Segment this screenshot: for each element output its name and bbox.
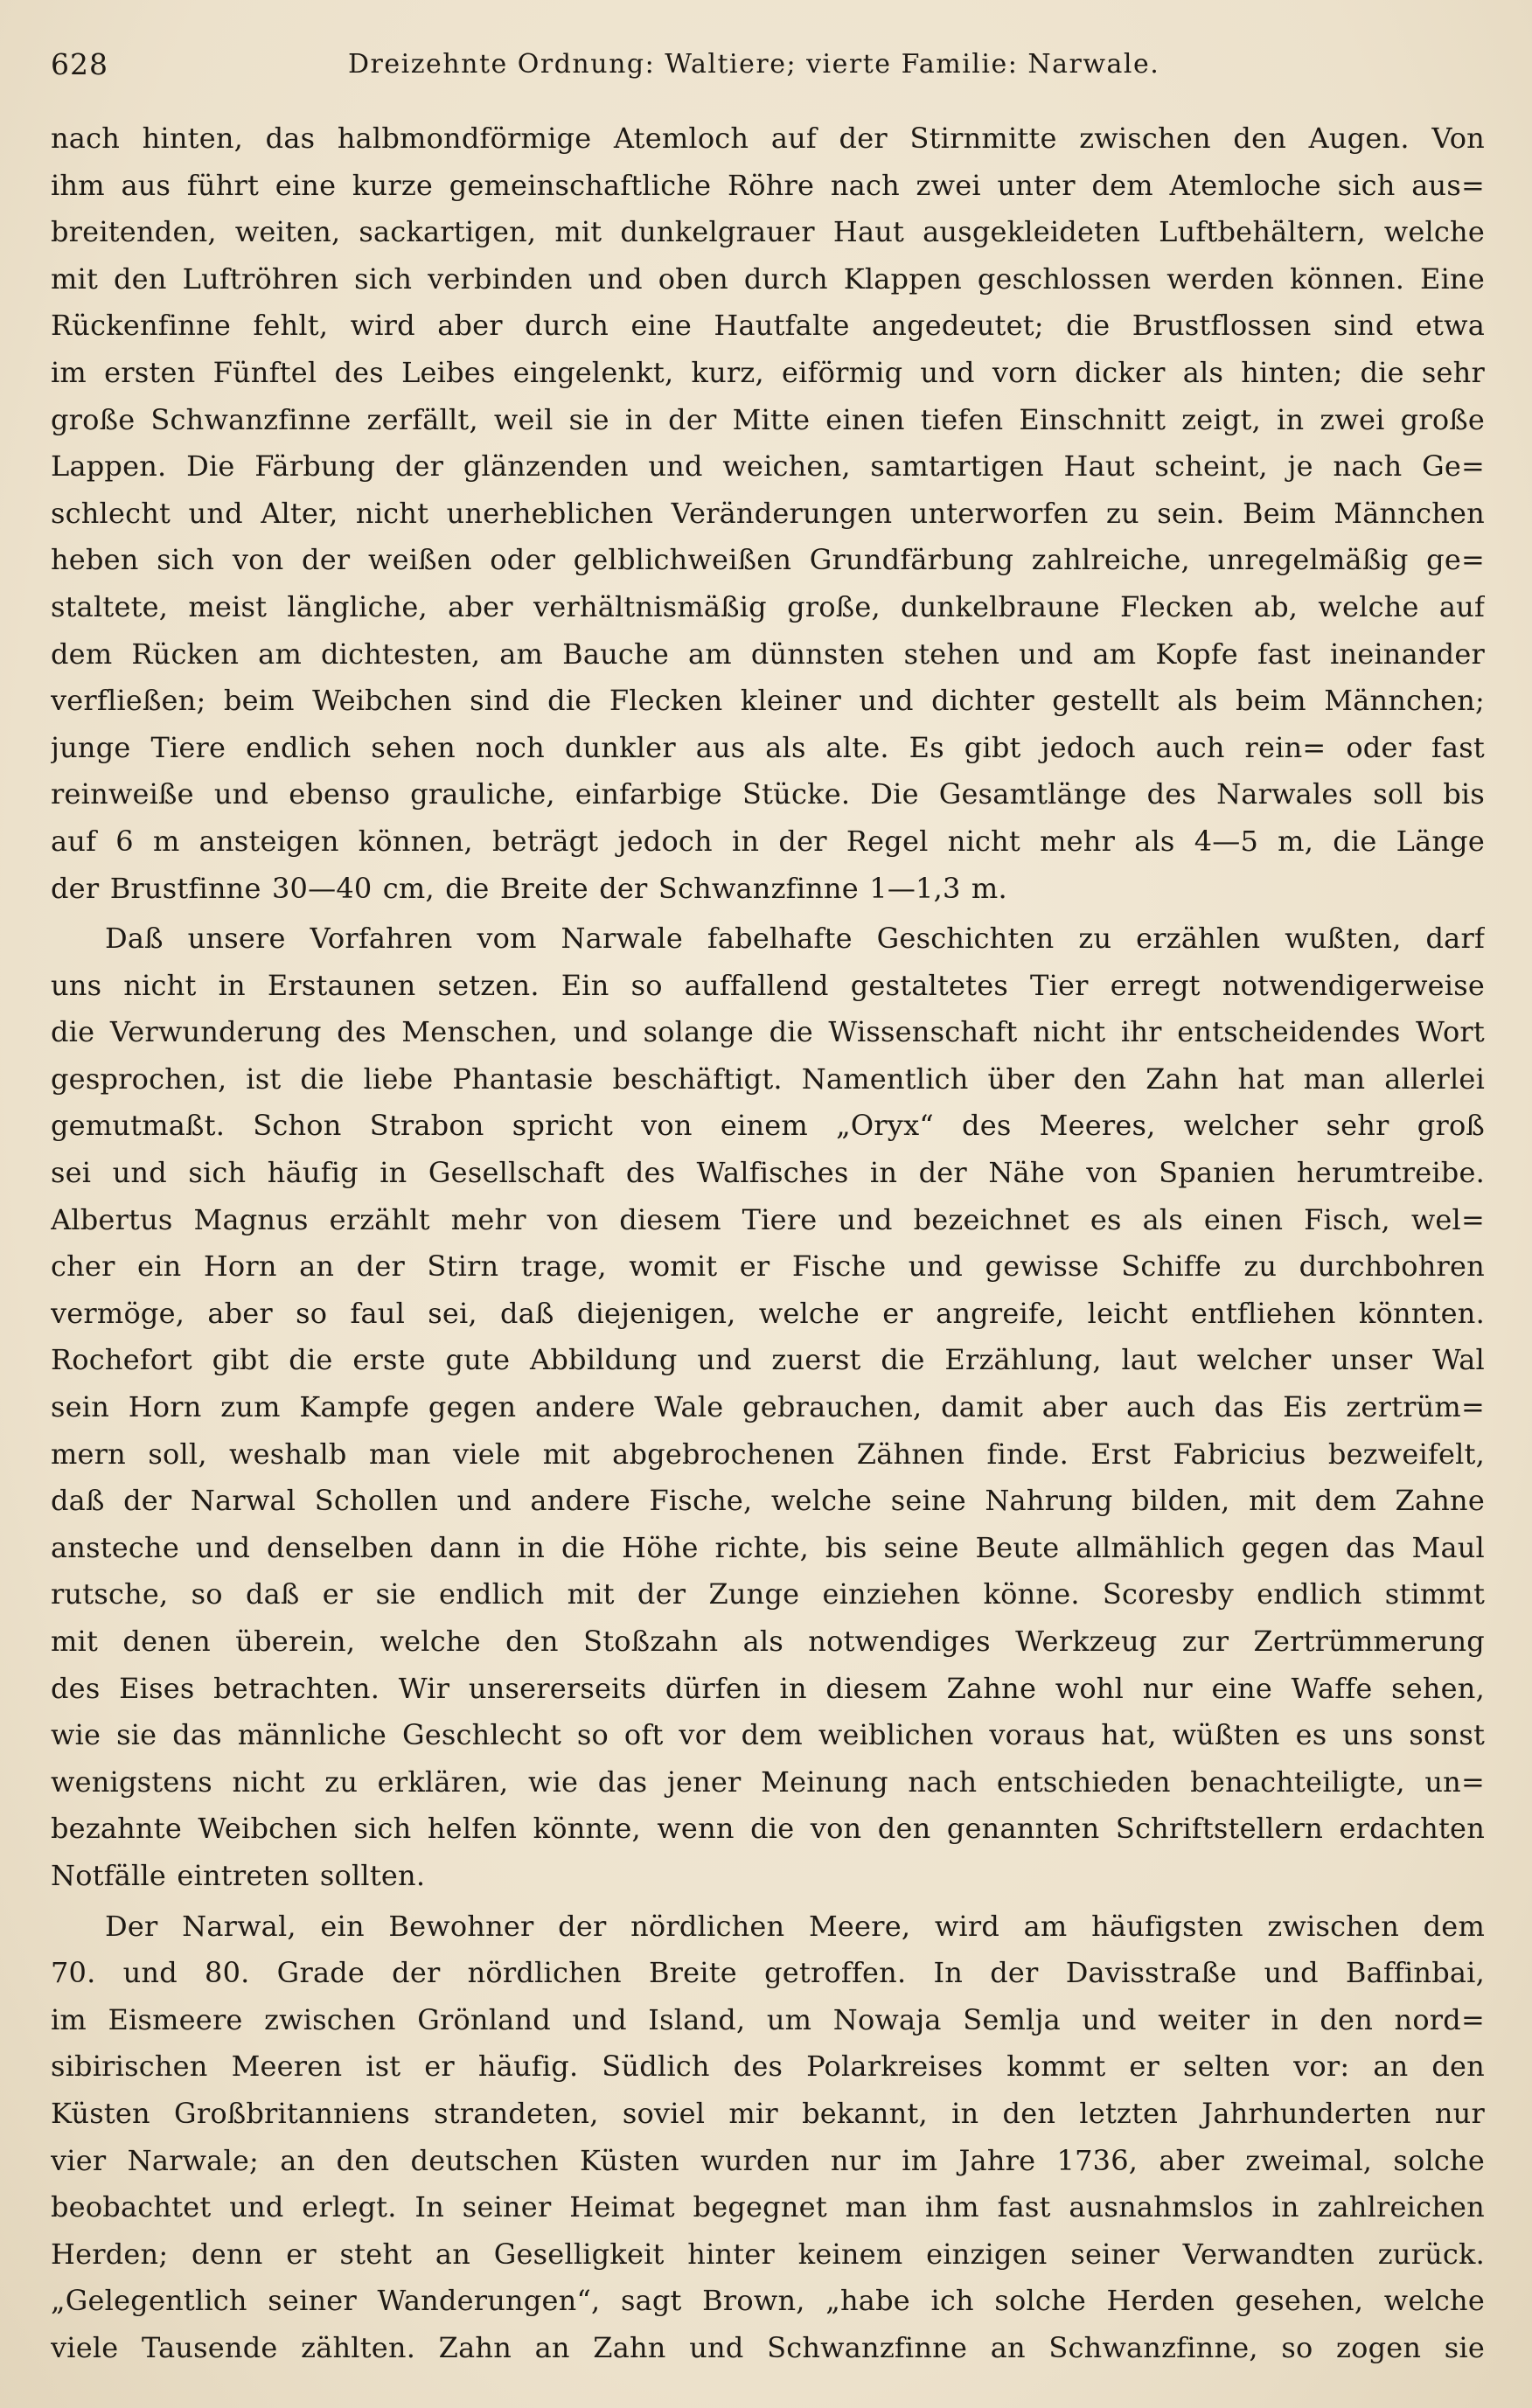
text-line: junge Tiere endlich sehen noch dunkler aus als alte. Es gibt jedoch auch rein= oder fast <box>51 730 1485 764</box>
text-line: Notfälle eintreten sollten. <box>51 1858 426 1892</box>
text-line: nach hinten, das halbmondförmige Atemloch auf der Stirnmitte zwischen den Augen. Von <box>51 122 1485 155</box>
text-line: beobachtet und erlegt. In seiner Heimat begegnet man ihm fast ausnahmslos in zahlreichen <box>51 2190 1485 2224</box>
text-line: sei und sich häufig in Gesellschaft des Walfisches in der Nähe von Spanien herumtreibe. <box>51 1156 1485 1190</box>
paragraph <box>51 1903 1485 2372</box>
text-line: sibirischen Meeren ist er häufig. Südlich des Polarkreises kommt er selten vor: an den <box>51 2050 1485 2084</box>
text-line: die Verwunderung des Menschen, und solange die Wissenschaft nicht ihr entscheidendes Wort <box>51 1015 1485 1049</box>
text-line: daß der Narwal Schollen und andere Fische, welche seine Nahrung bilden, mit dem Zahne <box>51 1484 1485 1518</box>
text-line: gemutmaßt. Schon Strabon spricht von einem „Oryx“ des Meeres, welcher sehr groß <box>51 1109 1485 1143</box>
text-line: Albertus Magnus erzählt mehr von diesem Tiere und bezeichnet es als einen Fisch, wel= <box>51 1202 1485 1236</box>
text-line: mit denen überein, welche den Stoßzahn als notwendiges Werkzeug zur Zertrümmerung <box>51 1625 1485 1658</box>
text-line: des Eises betrachten. Wir unsererseits dürfen in diesem Zahne wohl nur eine Waffe sehen, <box>51 1671 1485 1705</box>
text-line: heben sich von der weißen oder gelblichweißen Grundfärbung zahlreiche, unregelmäßig ge= <box>51 543 1485 577</box>
text-line: vier Narwale; an den deutschen Küsten wurden nur im Jahre 1736, aber zweimal, solche <box>51 2143 1485 2177</box>
text-line: Rochefort gibt die erste gute Abbildung und zuerst die Erzählung, laut welcher unser Wal <box>51 1343 1485 1377</box>
paragraph <box>51 915 1485 1899</box>
text-line: bezahnte Weibchen sich helfen könnte, wenn die von den genannten Schriftstellern erdachten <box>51 1812 1485 1846</box>
text-line: mit den Luftröhren sich verbinden und oben durch Klappen geschlossen werden können. Eine <box>51 261 1485 296</box>
text-line: staltete, meist längliche, aber verhältnismäßig große, dunkelbraune Flecken ab, welche auf <box>51 589 1485 623</box>
text-line: wenigstens nicht zu erklären, wie das jener Meinung nach entschieden benachteiligte, un= <box>51 1764 1485 1799</box>
text-line: Lappen. Die Färbung der glänzenden und weichen, samtartigen Haut scheint, je nach Ge= <box>51 449 1485 484</box>
text-line: „Gelegentlich seiner Wanderungen“, sagt Brown, „habe ich solche Herden gesehen, welche <box>51 2284 1485 2318</box>
text-line: der Brustfinne 30—40 cm, die Breite der Schwanzfinne 1—1,3 m. <box>51 871 1007 905</box>
text-line: ansteche und denselben dann in die Höhe richte, bis seine Beute allmählich gegen das Maul <box>51 1530 1485 1564</box>
text-line: verfließen; beim Weibchen sind die Flecken kleiner und dichter gestellt als beim Männchen; <box>51 684 1485 718</box>
text-line: cher ein Horn an der Stirn trage, womit er Fische und gewisse Schiffe zu durchbohren <box>51 1249 1485 1284</box>
text-line: im ersten Fünftel des Leibes eingelenkt, kurz, eiförmig und vorn dicker als hinten; die sehr <box>51 355 1485 389</box>
text-line: ihm aus führt eine kurze gemeinschaftliche Röhre nach zwei unter dem Atemloche sich aus= <box>51 168 1485 202</box>
text-line: vermöge, aber so faul sei, daß diejenigen, welche er angreife, leicht entfliehen könnten. <box>51 1296 1485 1330</box>
text-line: mern soll, weshalb man viele mit abgebrochenen Zähnen finde. Erst Fabricius bezweifelt, <box>51 1437 1485 1471</box>
text-line: Küsten Großbritanniens strandeten, soviel mir bekannt, in den letzten Jahrhunderten nur <box>51 2096 1485 2130</box>
text-line: viele Tausende zählten. Zahn an Zahn und Schwanzfinne an Schwanzfinne, so zogen sie <box>51 2330 1485 2364</box>
text-line: Herden; denn er steht an Geselligkeit hinter keinem einzigen seiner Verwandten zurück. <box>51 2237 1485 2271</box>
text-line: rutsche, so daß er sie endlich mit der Zunge einziehen könne. Scoresby endlich stimmt <box>51 1577 1485 1611</box>
text-line: sein Horn zum Kampfe gegen andere Wale gebrauchen, damit aber auch das Eis zertrüm= <box>51 1390 1485 1424</box>
text-line: große Schwanzfinne zerfällt, weil sie in der Mitte einen tiefen Einschnitt zeigt, in zwei große <box>51 402 1485 436</box>
text-line: uns nicht in Erstaunen setzen. Ein so auffallend gestaltetes Tier erregt notwendigerweise <box>51 968 1485 1002</box>
text-line: wie sie das männliche Geschlecht so oft vor dem weiblichen voraus hat, wüßten es uns sonst <box>51 1718 1485 1752</box>
text-line: dem Rücken am dichtesten, am Bauche am dünnsten stehen und am Kopfe fast ineinander <box>51 637 1485 671</box>
page-header <box>51 42 1480 94</box>
paragraph <box>51 115 1485 912</box>
text-line: Daß unsere Vorfahren vom Narwale fabelhafte Geschichten zu erzählen wußten, darf <box>105 922 1485 956</box>
text-line: gesprochen, ist die liebe Phantasie beschäftigt. Namentlich über den Zahn hat man allerlei <box>51 1061 1485 1096</box>
text-line: reinweiße und ebenso grauliche, einfarbige Stücke. Die Gesamtlänge des Narwales soll bis <box>51 777 1485 811</box>
text-line: Rückenfinne fehlt, wird aber durch eine Hautfalte angedeutet; die Brustflossen sind etwa <box>51 309 1485 343</box>
text-line: breitenden, weiten, sackartigen, mit dunkelgrauer Haut ausgekleideten Luftbehältern, welche <box>51 215 1485 249</box>
text-line: auf 6 m ansteigen können, beträgt jedoch in der Regel nicht mehr als 4—5 m, die Länge <box>51 824 1485 858</box>
body-text <box>51 115 1485 2372</box>
text-line: im Eismeere zwischen Grönland und Island, um Nowaja Semlja und weiter in den nord= <box>51 2002 1485 2036</box>
text-line: 70. und 80. Grade der nördlichen Breite getroffen. In der Davisstraße und Baffinbai, <box>51 1956 1485 1990</box>
text-line: Der Narwal, ein Bewohner der nördlichen Meere, wird am häufigsten zwischen dem <box>105 1909 1485 1943</box>
text-line: schlecht und Alter, nicht unerheblichen Veränderungen unterworfen zu sein. Beim Männchen <box>51 496 1485 530</box>
page-number: 628 <box>51 47 108 81</box>
running-head: Dreizehnte Ordnung: Waltiere; vierte Familie: Narwale. <box>348 49 1160 80</box>
